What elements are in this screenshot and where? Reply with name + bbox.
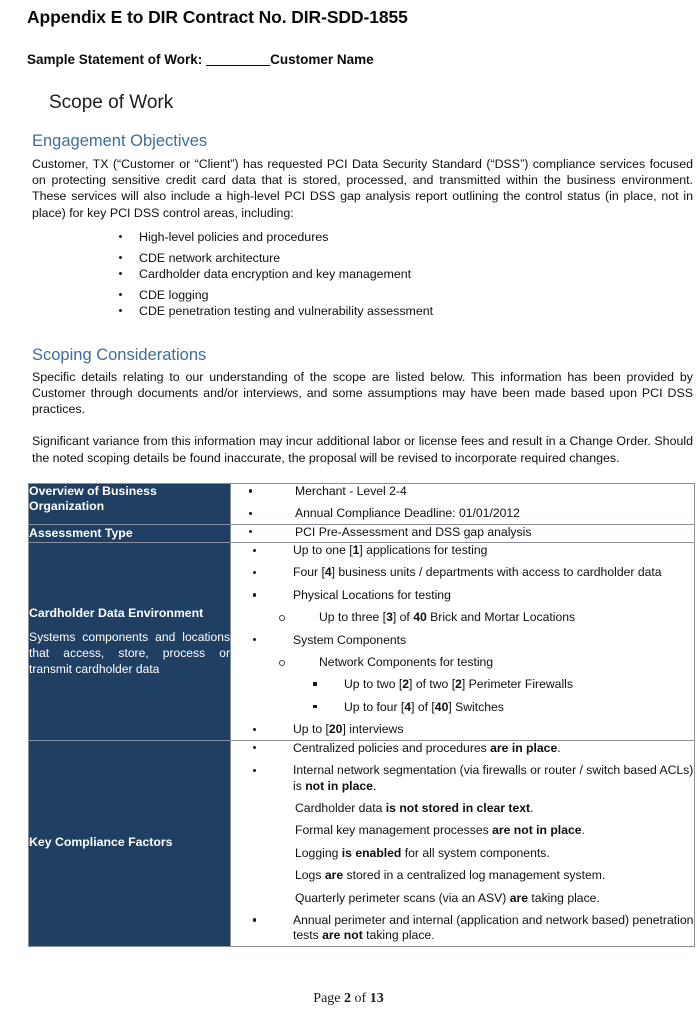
- row-label-overview: [29, 483, 231, 524]
- engagement-objectives-list: [27, 221, 694, 325]
- table-row: [29, 740, 695, 946]
- row-label-cardholder-data-environment: [29, 543, 231, 741]
- scoping-considerations-heading: Scoping Considerations: [32, 345, 207, 364]
- scope-details-table: [28, 483, 695, 947]
- bullet-icon: [253, 728, 256, 731]
- list-item: System Components: [231, 633, 694, 655]
- bullet-icon: [253, 769, 256, 772]
- table-row: [29, 483, 695, 524]
- engagement-objectives-paragraph: Customer, TX (“Customer or “Client”) has requested PCI Data Security Standard (“DSS”) compliance services focused on protecting sensitive credit card data that is stored, processed, and transmitted within the business environment. These services will also include a high-level PCI DSS gap analysis report outlining the control status (in place, not in place) for key PCI DSS control areas, including:: [32, 157, 693, 220]
- page-footer: [0, 991, 697, 1007]
- list-item: Annual perimeter and internal (application and network based) penetration tests are not taking place.: [231, 913, 694, 946]
- bullet-icon: [253, 746, 256, 749]
- list-item-label: CDE logging: [139, 287, 209, 302]
- square-bullet-icon: [313, 682, 317, 686]
- row-label-text: Overview of Business Organization: [29, 483, 157, 514]
- row-label-description: Systems components and locations that access, store, process or transmit cardholder data: [29, 629, 230, 676]
- list-item: Formal key management processes are not in place.: [295, 823, 585, 838]
- row-content-overview: [231, 483, 695, 524]
- document-title: Appendix E to DIR Contract No. DIR-SDD-1855: [27, 7, 408, 27]
- bullet-icon: [253, 918, 256, 921]
- bullet-icon: [253, 638, 256, 641]
- list-item: [27, 267, 694, 288]
- list-item: [231, 525, 694, 542]
- list-item: Network Components for testing: [231, 655, 694, 677]
- list-item-label: CDE penetration testing and vulnerability assessment: [139, 303, 434, 318]
- row-label-key-compliance-factors: [29, 740, 231, 946]
- footer-page-number: 2: [344, 991, 352, 1006]
- row-content-assessment-type: [231, 524, 695, 542]
- list-item-label: PCI Pre-Assessment and DSS gap analysis: [295, 524, 532, 539]
- bullet-icon: [119, 256, 122, 259]
- list-item: [231, 506, 694, 523]
- list-item: Up to four [4] of [40] Switches: [231, 700, 694, 722]
- row-content-key-compliance-factors: [231, 740, 695, 946]
- row-label-text: Key Compliance Factors: [29, 835, 173, 850]
- list-item: Internal network segmentation (via firewalls or router / switch based ACLs) is not in place.: [231, 763, 694, 801]
- footer-total-pages: 13: [369, 991, 384, 1006]
- bullet-icon: [253, 571, 256, 574]
- list-item: Cardholder data is not stored in clear text.: [295, 800, 534, 815]
- bullet-icon: [253, 593, 256, 596]
- list-item: Centralized policies and procedures are in place.: [231, 741, 694, 763]
- bullet-icon: [119, 235, 122, 238]
- bullet-icon: [119, 293, 122, 296]
- list-item: Up to one [1] applications for testing: [231, 543, 694, 565]
- square-bullet-icon: [313, 705, 317, 709]
- list-item: Four [4] business units / departments with access to cardholder data: [231, 565, 694, 587]
- circle-bullet-icon: [279, 660, 285, 666]
- bullet-icon: [249, 530, 252, 533]
- list-item: Up to [20] interviews: [231, 722, 694, 739]
- row-label-assessment-type: [29, 524, 231, 542]
- table-row: [29, 524, 695, 542]
- list-item: Logs are stored in a centralized log management system.: [295, 868, 606, 883]
- list-item: Physical Locations for testing: [231, 588, 694, 610]
- list-item: [27, 251, 694, 267]
- list-item: [27, 230, 694, 251]
- row-label-text: Cardholder Data Environment: [29, 606, 204, 621]
- circle-bullet-icon: [279, 615, 285, 621]
- list-item: [27, 304, 694, 325]
- footer-middle: of: [351, 991, 370, 1006]
- bullet-icon: [253, 549, 256, 552]
- row-content-cardholder-data-environment: [231, 543, 695, 741]
- row-label-text: Assessment Type: [29, 525, 133, 540]
- statement-of-work-line: [27, 28, 694, 69]
- list-item: [231, 484, 694, 506]
- list-item-label: Annual Compliance Deadline: 01/01/2012: [295, 506, 520, 521]
- bullet-list: [231, 525, 694, 542]
- scope-of-work-heading: Scope of Work: [49, 92, 174, 113]
- bullet-list: [231, 543, 694, 740]
- bullet-icon: [249, 489, 252, 492]
- bullet-icon: [249, 512, 252, 515]
- bullet-icon: [119, 272, 122, 275]
- footer-prefix: Page: [313, 991, 345, 1006]
- scoping-paragraph-2: Significant variance from this information may incur additional labor or license fees and result in a Change Order. Should the noted scoping details be found inaccurate, the proposal will be revised to incorporate required changes.: [32, 434, 693, 465]
- table-row: [29, 543, 695, 741]
- list-item: Logging is enabled for all system components.: [295, 845, 550, 860]
- list-item: [27, 288, 694, 304]
- bullet-list: [231, 741, 694, 946]
- engagement-objectives-heading: Engagement Objectives: [32, 132, 208, 150]
- list-item: Up to two [2] of two [2] Perimeter Firewalls: [231, 677, 694, 699]
- bullet-list: [231, 484, 694, 524]
- list-item-label: CDE network architecture: [139, 250, 281, 265]
- sow-blank-field: ________: [206, 52, 271, 67]
- list-item-label: High-level policies and procedures: [139, 229, 329, 244]
- sow-customer-name: Customer Name: [270, 52, 374, 67]
- bullet-icon: [119, 309, 122, 312]
- list-item: Quarterly perimeter scans (via an ASV) are taking place.: [295, 890, 600, 905]
- sow-label: Sample Statement of Work:: [27, 52, 203, 67]
- list-item-label: Cardholder data encryption and key management: [139, 266, 412, 281]
- list-item: Up to three [3] of 40 Brick and Mortar Locations: [231, 610, 694, 632]
- scoping-paragraph-1: Specific details relating to our understanding of the scope are listed below. This information has been provided by Customer through documents and/or interviews, and some assumptions may have been made based upon PCI DSS practices.: [32, 369, 693, 417]
- list-item-label: Merchant - Level 2-4: [295, 483, 407, 498]
